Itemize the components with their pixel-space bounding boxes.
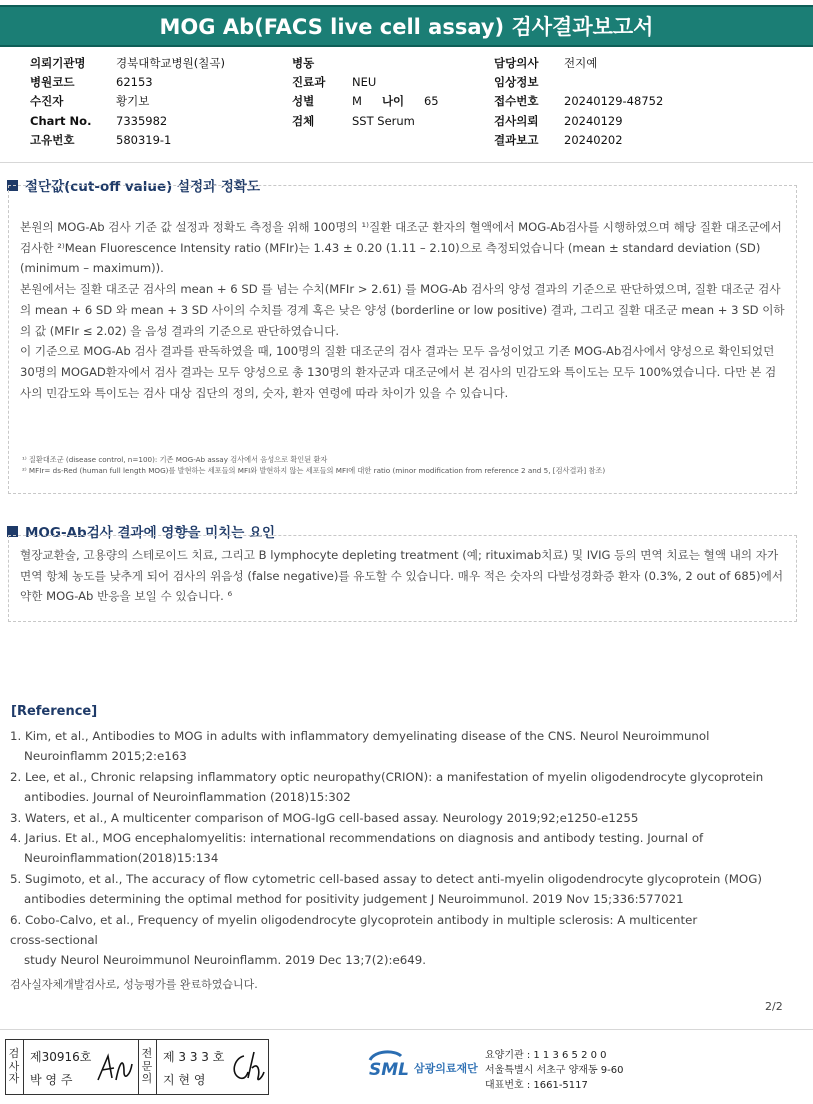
- signature-2-icon: [226, 1048, 266, 1086]
- lab-phone: 대표번호 : 1661-5117: [485, 1080, 588, 1091]
- reference-item: [10, 828, 800, 869]
- reference-item: [10, 869, 800, 910]
- field-label: Chart No.: [30, 113, 92, 128]
- reference-text: antibodies. Journal of Neuroinflammation (2018)15:302: [24, 790, 351, 805]
- patient-info-col1: [30, 54, 225, 150]
- field-label: 병원코드: [30, 75, 75, 90]
- validation-note: 검사실자체개발검사로, 성능평가를 완료하였습니다.: [10, 978, 258, 991]
- reference-text: 4. Jarius. Et al., MOG encephalomyelitis: international recommendations on diagnosis and antibody testing. Journal of: [10, 831, 704, 846]
- field-label: 고유번호: [30, 132, 75, 147]
- field-value: 20240129: [564, 113, 623, 128]
- institution-code: 요양기관 : 1 1 3 6 5 2 0 0: [485, 1050, 607, 1061]
- report-title: MOG Ab(FACS live cell assay) 검사결과보고서: [0, 5, 813, 47]
- paragraph: 본원의 MOG-Ab 검사 기준 값 설정과 정확도 측정을 위해 100명의 ¹⁾질환 대조군 환자의 혈액에서 MOG-Ab검사를 시행하였으며 해당 질환 대조군에서 검사한 ²⁾Mean Fluorescence Intensity ratio (MFIr)는 1.43 ± 0.20 (1.11 – 2.10)으로 측정되었습니다 (mean ± standard deviation (SD) (minimum – maximum)).: [20, 220, 782, 276]
- reference-item: [10, 910, 800, 971]
- field-label: 진료과: [292, 75, 326, 90]
- section-heading-text: 절단값(cut-off value) 설정과 정확도: [25, 179, 260, 195]
- divider: [0, 162, 813, 163]
- paragraph: 본원에서는 질환 대조군 검사의 mean + 6 SD 를 넘는 수치(MFIr > 2.61) 를 MOG-Ab 검사의 양성 결과의 기준으로 판단하였으며, 질환 대조군 검사의 mean + 6 SD 와 mean + 3 SD 사이의 수치를 경계 혹은 낮은 양성 (borderline or low positive) 결과, 그리고 질환 대조군 mean + 3 SD 이하의 값 (MFIr ≤ 2.02) 을 음성 결과의 기준으로 판단하였습니다.: [20, 282, 785, 338]
- divider: [138, 1040, 139, 1094]
- field-value: SST Serum: [352, 113, 415, 128]
- lab-info: [485, 1048, 624, 1093]
- patient-info-col2: [292, 54, 439, 131]
- paragraph: 혈장교환술, 고용량의 스테로이드 치료, 그리고 B lymphocyte depleting treatment (예; rituximab치료) 및 IVIG 등의 면역 치료는 혈액 내의 자가면역 항체 농도를 낮추게 되어 검사의 위음성 (false negative)를 유도할 수 있습니다. 매우 적은 숫자의 다발성경화증 환자 (0.3%, 2 out of 685)에서 약한 MOG-Ab 반응을 보일 수 있습니다. ⁶: [20, 548, 784, 604]
- reference-heading: [Reference]: [11, 704, 98, 719]
- field-label: 수진자: [30, 94, 64, 109]
- field-label: 담당의사: [494, 56, 539, 70]
- signature-1-icon: [94, 1050, 134, 1086]
- patient-info-col3: [494, 54, 663, 150]
- field-value: 황기보: [116, 94, 150, 109]
- reference-text: Neuroinflamm 2015;2:e163: [24, 749, 187, 764]
- reference-item: [10, 808, 800, 828]
- signer-name-1: 박 영 주: [30, 1073, 73, 1087]
- signer-role-1: 검사자: [8, 1047, 20, 1085]
- field-label: 의뢰기관명: [30, 56, 86, 70]
- age-value: 65: [423, 94, 439, 109]
- paragraph: 이 기준으로 MOG-Ab 검사 결과를 판독하였을 때, 100명의 질환 대조군의 검사 결과는 모두 음성이었고 기존 MOG-Ab검사에서 양성으로 확인되었던 30명의 MOGAD환자에서 검사 결과는 모두 양성으로 총 130명의 환자군과 대조군에서 본 검사의 민감도와 특이도는 모두 100%였습니다. 다만 본 검사의 민감도와 특이도는 검사 대상 집단의 정의, 숫자, 환자 연령에 따라 차이가 있을 수 있습니다.: [20, 344, 777, 400]
- logo-text: SML: [369, 1060, 409, 1080]
- age-label: 나이: [381, 94, 405, 109]
- reference-text: 3. Waters, et al., A multicenter comparison of MOG-IgG cell-based assay. Neurology 2019;92;e1250-e1255: [10, 810, 639, 825]
- lab-name: 삼광의료재단: [414, 1062, 478, 1075]
- signer-name-2: 지 현 영: [163, 1073, 206, 1087]
- page-number: 2/2: [765, 1000, 783, 1013]
- field-label: 병동: [292, 56, 315, 70]
- field-label: 임상정보: [494, 75, 539, 90]
- field-value: 전지예: [564, 56, 598, 70]
- divider: [156, 1040, 157, 1094]
- field-value: 580319-1: [116, 132, 172, 147]
- lab-address: 서울특별시 서초구 양재동 9-60: [485, 1065, 624, 1076]
- field-label: 성별: [292, 94, 315, 109]
- lab-logo: [367, 1046, 478, 1080]
- field-value: 20240129-48752: [564, 94, 664, 109]
- reference-text: 1. Kim, et al., Antibodies to MOG in adults with inflammatory demyelinating disease of the CNS. Neurol Neuroimmunol: [10, 729, 710, 743]
- field-value: 경북대학교병원(칠곡): [116, 56, 225, 70]
- field-value: NEU: [352, 75, 377, 90]
- divider: [23, 1040, 24, 1094]
- field-value: 7335982: [116, 113, 168, 128]
- factors-body: [20, 545, 786, 607]
- reference-list: [10, 726, 800, 971]
- divider: [0, 1029, 813, 1030]
- reference-text: 6. Cobo-Calvo, et al., Frequency of myelin oligodendrocyte glycoprotein antibody in multiple sclerosis: A multicenter: [10, 912, 698, 927]
- reference-text: Neuroinflammation(2018)15:134: [24, 851, 219, 866]
- field-value: 20240202: [564, 132, 623, 147]
- reference-text: 5. Sugimoto, et al., The accuracy of flow cytometric cell-based assay to detect anti-myelin oligodendrocyte glycoprotein (MOG): [10, 871, 762, 886]
- reference-text: study Neurol Neuroimmunol Neuroinflamm. 2019 Dec 13;7(2):e649.: [24, 953, 427, 968]
- reference-item: [10, 767, 800, 808]
- field-value: M: [352, 94, 362, 109]
- field-label: 결과보고: [494, 132, 539, 147]
- field-label: 접수번호: [494, 94, 539, 109]
- license-number-2: 제 3 3 3 호: [163, 1050, 225, 1064]
- cutoff-body: [20, 217, 786, 403]
- reference-text: 2. Lee, et al., Chronic relapsing inflammatory optic neuropathy(CRION): a manifestation of myelin oligodendrocyte glycoprotein: [10, 769, 764, 784]
- section-heading-text: MOG-Ab검사 결과에 영향을 미치는 요인: [25, 525, 276, 541]
- footnote-2: ²⁾ MFIr= ds-Red (human full length MOG)를 발현하는 세포들의 MFI와 발현하지 않는 세포들의 MFI에 대한 ratio (minor modification from reference 2 and 5, [검사결과] 참조): [22, 466, 606, 475]
- field-value: 62153: [116, 75, 153, 90]
- field-label: 검체: [292, 113, 315, 128]
- footnote-1: ¹⁾ 질환대조군 (disease control, n=100): 기존 MOG-Ab assay 검사에서 음성으로 확인된 환자: [22, 455, 328, 464]
- signer-role-2: 전문의: [141, 1047, 153, 1085]
- signature-block: [5, 1039, 269, 1095]
- license-number-1: 제30916호: [30, 1050, 92, 1064]
- reference-item: [10, 726, 800, 767]
- field-label: 검사의뢰: [494, 113, 539, 128]
- reference-text: antibodies determining the optimal method for positivity judgement J Neuroimmunol. 2019 Nov 15;336:577021: [24, 892, 684, 907]
- reference-text: cross-sectional: [10, 933, 98, 948]
